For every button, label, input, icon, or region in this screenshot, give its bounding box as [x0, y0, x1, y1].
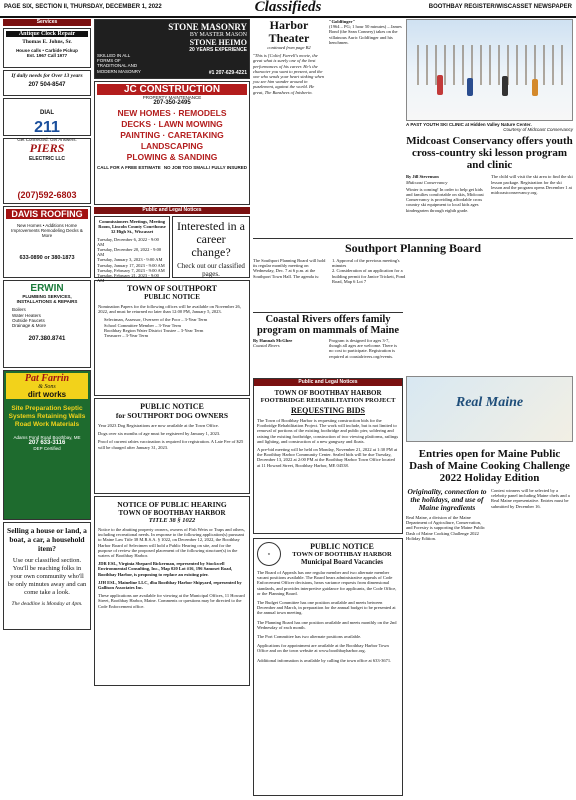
jc-name: JC CONSTRUCTION	[97, 84, 247, 95]
goldfinger-title: "Goldfinger"	[329, 19, 355, 24]
erwin-phone: 207.380.8741	[28, 336, 66, 343]
antique-line1: House calls • Carbide Pickup	[16, 48, 78, 53]
stone-phone: #1 207-629-4221	[208, 69, 247, 76]
pat-line: Site Preparation Septic Systems Retaining Walls Road Work Materials	[8, 405, 86, 428]
vacancies-body3: The Planning Board has one position available and meets monthly on the 2nd Wednesday of each month.	[257, 619, 397, 630]
dogs-body: Year 2023 Dog Registrations are now available at the Town Office.	[98, 423, 219, 428]
jc-service: PAINTING · CARETAKING	[120, 130, 224, 141]
antique-name: Thomas E. Johns, Sr.	[22, 39, 72, 45]
footbridge-bids-notice	[253, 378, 403, 534]
office-item: Selectman, Assessor, Overseer of the Poor – 3-Year Term	[104, 317, 208, 323]
footbridge-sub2: REQUESTING BIDS	[290, 406, 366, 415]
commissioners-title: Commissioners Meetings, Meeting Room, Lincoln County Courthouse 32 High St., Wiscasset	[98, 219, 166, 235]
page-header	[0, 0, 576, 18]
public-hearing-notice	[94, 496, 250, 686]
vacancies-body2: The Budget Committee has one position available and meets between December and March, in preparation for the annual budget to be presented at the annual town meeting.	[257, 600, 396, 616]
southport-public-notice	[94, 280, 250, 396]
services-column	[3, 19, 91, 630]
dogs-title: PUBLIC NOTICE	[140, 402, 204, 411]
jc-service: DECKS · LAWN MOWING	[121, 119, 223, 130]
vacancies-body5: Applications for appointment are available at the Boothbay Harbor Town Office and on the town website at www.boothbayharbor.org.	[257, 643, 389, 654]
vacancies-body6: Additional information is available by calling the town office at 633-3671.	[257, 657, 392, 663]
vacancies-sub: TOWN OF BOOTHBAY HARBOR	[292, 551, 392, 558]
dial-label: DIAL	[40, 110, 54, 116]
hearing-law: TITLE 38 § 1022	[148, 517, 196, 524]
pat-farrin-ad	[3, 370, 91, 520]
coastal-rivers-article	[253, 312, 403, 375]
piers-brand: PIERS	[29, 141, 65, 155]
real-maine-lead: Originality, connection to the holidays, and use of Maine ingredients	[407, 487, 487, 512]
dogs-body3: Proof of current rabies vaccination is required for registration. A Late Fee of $25 will be charged after January 31, 2023.	[98, 439, 244, 450]
jc-service: NEW HOMES · REMODELS	[117, 108, 227, 119]
stone-skill: SKILLED IN ALL FORMS OF TRADITIONAL AND MODERN MASONRY	[97, 53, 141, 74]
davis-line: New Homes • Additions Home Improvements Remodeling Decks & More	[11, 223, 83, 239]
vacancies-title: PUBLIC NOTICE	[310, 542, 374, 551]
jc-construction-ad	[94, 81, 250, 205]
stone-title: STONE MASONRY	[168, 22, 247, 32]
dogs-sub: for SOUTHPORT DOG OWNERS	[115, 411, 229, 420]
local-ad	[3, 70, 91, 96]
piers-electric-ad	[3, 138, 91, 204]
southport-notice-sub: PUBLIC NOTICE	[144, 293, 200, 301]
jc-free: CALL FOR A FREE ESTIMATE	[97, 165, 161, 171]
meeting-date: Tuesday, December 6, 2022 - 9:00 AM	[97, 236, 159, 247]
goldfinger-body: (1964 – PG; 1 hour 50 minutes) – James Bond (the Sean Connery) takes on the villainous Auric Goldfinger and his henchmen.	[329, 24, 402, 45]
erwin-item: Water Heaters	[12, 312, 41, 318]
dial-number: 211	[34, 119, 60, 136]
coastal-byline: By Hannah McGhee	[253, 338, 293, 343]
pat-dirt: dirt works	[6, 390, 88, 399]
page-info-left: PAGE SIX, SECTION II, THURSDAY, DECEMBER 1, 2022	[4, 4, 162, 10]
southport-offices	[98, 317, 246, 338]
dog-owners-notice	[94, 398, 250, 494]
planning-board-article	[253, 238, 573, 311]
harbor-title: Harbor Theater	[268, 18, 310, 45]
jc-service: LANDSCAPING	[140, 141, 204, 152]
commissioners-dates	[97, 237, 167, 284]
real-maine-logo: Real Maine	[455, 395, 524, 410]
jc-phone: 207-350-2495	[153, 100, 191, 107]
office-item: School Committee Member – 3-Year Term	[104, 322, 182, 328]
pat-dep: DEP Certified	[33, 446, 61, 452]
antique-title: Antique Clock Repair	[6, 31, 88, 37]
antique-line2: Est. 1967 Call 1977	[26, 53, 68, 59]
antique-clock-ad	[3, 28, 91, 68]
dogs-body2: Dogs over six months of age must be registered by January 1, 2023.	[98, 431, 221, 437]
hearing-sub: TOWN OF BOOTHBAY HARBOR	[118, 509, 226, 517]
meeting-date: Tuesday, February 21, 2023 - 9:00 AM	[97, 273, 159, 284]
pat-name: Pat Farrin	[6, 373, 88, 384]
selling-ad	[3, 522, 91, 630]
erwin-item: Outside Faucets	[12, 317, 45, 323]
midcoast-body: Winter is coming! In order to help get kids and families comfortable on skis, Midcoast Conservancy is providing affordable cross country ski equipment to local kids ages kindergarten through eighth grade.	[406, 186, 484, 213]
vacancies-sub2: Municipal Board Vacancies	[300, 558, 384, 566]
coastal-org: Coastal Rivers	[253, 343, 280, 349]
real-maine-body2: Contest winners will be selected by a celebrity panel including Maine chefs and a Real Maine representative. Entries must be submitted by December 16.	[491, 488, 570, 509]
services-band: Services	[3, 19, 91, 26]
midcoast-body2: The child will visit the ski area to find the ski lesson package. Registration for the ski lesson and the program opens December 1 at midcoastconservancy.org.	[491, 174, 573, 196]
office-item: Treasurer – 3-Year Term	[104, 333, 149, 339]
dial-sub: Get Connected. Get Answers.	[17, 137, 77, 142]
hearing-body2: These applications are available for viewing at the Municipal Offices, 11 Howard Street, Boothbay Harbor, Maine. Comments or questions may be directed to the Code Enforcement office.	[98, 593, 245, 609]
erwin-item: Boilers	[12, 307, 26, 313]
coastal-title: Coastal Rivers offers family program on mammals of Maine	[256, 314, 400, 336]
real-maine-article	[406, 376, 573, 796]
public-band: Public and Legal Notices	[94, 207, 250, 214]
stone-years: 20 YEARS EXPERIENCE	[189, 47, 247, 53]
selling-deadline: The deadline is Monday at 4pm.	[11, 601, 83, 607]
erwin-items	[6, 307, 88, 328]
planning-item1: 1. Approval of the previous meeting's minutes	[332, 258, 400, 269]
erwin-plumbing-ad	[3, 280, 91, 368]
local-line: If daily needs for Over 13 years	[11, 73, 83, 79]
news-column	[253, 19, 403, 204]
dial-211-ad	[3, 98, 91, 142]
jc-sub: PROPERTY MAINTENANCE	[142, 95, 202, 100]
pat-phone: 207 633-3116	[28, 440, 66, 447]
davis-name: DAVIS ROOFING	[6, 209, 88, 219]
meeting-date: Tuesday, February 7, 2023 - 9:00 AM	[97, 267, 165, 273]
commissioners-notice	[94, 216, 170, 284]
harbor-sub: continued from page B2	[267, 45, 311, 50]
footbridge-body2: A pre-bid meeting will be held on Monday, November 21, 2022 at 1:30 PM at the Boothbay Harbor Community Center. Sealed bids will be due Tuesday, December 13, 2022 at 2:00 PM at the Boothbay Harbor Town Office located at 11 Howard Street, Boothbay Harbor, ME 04538.	[257, 447, 398, 468]
real-maine-title: Entries open for Maine Public Dash of Maine Cooking Challenge 2022 Holiday Edition	[409, 448, 570, 484]
hearing-item2: JJH ESL, Maineline LLC, dba Boothbay Harbor Shipyard, represented by Gallison Associates Inc.	[98, 579, 242, 591]
selling-headline: Selling a house or land, a boat, a car, a household item?	[7, 526, 87, 553]
stone-masonry-ad	[94, 19, 250, 79]
local-phone: 207 504-8547	[28, 82, 66, 88]
footbridge-body: The Town of Boothbay Harbor is requesting construction bids for the Footbridge Rehabilitation Project. The work will include, but is not limited to removal of portions of the existing footbridge and public pier, soldering and raising the existing footbridge, construction of two viewing platforms, railings and lighting, and construction of a new gangway and floats.	[257, 418, 399, 444]
board-vacancies-notice	[253, 538, 403, 796]
harbor-theater-article	[253, 19, 403, 204]
southport-notice-body: Nomination Papers for the following offices will be available on November 26, 2022, and must be returned no later than 12:00 PM, January 5, 2023.	[98, 304, 241, 315]
town-seal-icon: ★	[257, 542, 281, 566]
hearing-body: Notice to the abutting property owners, owners of Fish Weirs or Traps and others, including recreational needs. In response to the following application(s) pursuant to Maine Law Title 38 M.R.S.A. § 1022, on December 12, 2022, the Boothbay Harbor Board of Selectmen will hold a Public Hearing on site, and for the purpose of review the proposed placement of the following structure(s) in the waters of Boothbay Harbor.	[98, 527, 245, 559]
section-title: Classifieds	[254, 0, 322, 15]
publication-name: BOOTHBAY REGISTER/WISCASSET NEWSPAPER	[428, 4, 572, 10]
planning-item2: 2. Consideration of an application for a building permit for Janice Trickett, Pond Road, Map 6 Lot 7	[332, 268, 406, 284]
meeting-date: Tuesday, December 20, 2022 - 9:00 AM	[97, 247, 162, 258]
career-ad	[172, 216, 250, 278]
real-maine-banner	[406, 376, 573, 442]
photo-credit: Courtesy of Midcoast Conservancy	[503, 127, 573, 133]
coastal-body2: Program is designed for ages 3-7, though all ages are welcome. There is no cost to participate. Registration is required at coastalrivers.org/events.	[329, 338, 398, 359]
footbridge-sub: FOOTBRIDGE REHABILITATION PROJECT	[260, 397, 396, 404]
midcoast-byline: By Jill Stevenson	[406, 174, 439, 180]
photo-caption: A PAST YOUTH SKI CLINIC at Hidden Valley Nature Center.	[406, 122, 532, 127]
planning-body: The Southport Planning Board will hold its regular monthly meeting on Wednesday, Dec. 7 at 6 p.m. at the Southport Town Hall. The agenda is:	[253, 258, 326, 279]
vacancies-body: The Board of Appeals has one regular member and two alternate member vacant positions available. The Board hears administrative appeals of Code Enforcement Officer decisions, hears variance requests from dimensional standards, and provides interpretive guidance for applicants, the Code Office, or the Planning Board.	[257, 570, 397, 596]
hearing-item1: JDR ESL, Virginia Shepard Bickerman, represented by Stockwell Environmental Consulting, Inc., Map 020 Lot #16, 196 Samoset Road, Boothbay Harbor, is proposing to replace an existing pier.	[98, 561, 233, 577]
meeting-date: Tuesday, January 3, 2023 - 9:00 AM	[97, 257, 163, 263]
pat-addr: Adams Pond Road Boothbay, ME	[13, 435, 81, 440]
southport-notice-title: TOWN OF SOUTHPORT	[127, 284, 217, 293]
erwin-name: ERWIN	[30, 283, 64, 294]
pat-sub: & Sons	[6, 384, 88, 390]
stone-by: BY MASTER MASON	[189, 32, 247, 38]
davis-roofing-ad	[3, 206, 91, 278]
midcoast-title: Midcoast Conservancy offers youth cross-country ski lesson program and clinic	[406, 135, 573, 172]
midcoast-org: Midcoast Conservancy	[406, 179, 448, 185]
meeting-date: Tuesday, January 17, 2023 - 9:00 AM	[97, 262, 165, 268]
piers-phone: (207)592-6803	[17, 190, 77, 200]
office-item: Boothbay Region Water District Trustee – 3-Year Term	[104, 327, 204, 333]
selling-body: Use our classified section. You'll be reaching folks in your own community who'll be only minutes away and can come take a look.	[7, 557, 87, 596]
vacancies-body4: The Port Committee has two alternate positions available.	[257, 634, 362, 640]
career-sub: Check out our classified pages.	[177, 262, 245, 278]
ski-clinic-photo	[406, 19, 573, 121]
erwin-line: PLUMBING SERVICES, INSTALLATIONS & REPAIRS	[16, 294, 78, 305]
hearing-title: NOTICE OF PUBLIC HEARING	[117, 500, 227, 509]
planning-title: Southport Planning Board	[344, 241, 482, 255]
real-maine-body: Real Maine, a division of the Maine Department of Agriculture, Conservation, and Forestry is supporting the Maine Public Dash of Maine Cooking Challenge 2022 Holiday Edition.	[406, 515, 485, 541]
stone-name: STONE HEIMO	[189, 38, 247, 47]
footbridge-title: TOWN OF BOOTHBAY HARBOR	[274, 389, 382, 397]
davis-phone: 633-0890 or 380-1873	[19, 254, 75, 261]
harbor-quote: "This is [Colin] Farrell's movie, the great what is surely one of the best performances of his career. He's the character you want to present, and the one who sends your heart sinking when you see him wander around in puzzlement, against the world. He great, The Banshees of Inisherin.	[253, 53, 324, 95]
legal-notices-column	[94, 19, 250, 686]
jc-service: PLOWING & SANDING	[126, 152, 218, 163]
piers-sub: ELECTRIC LLC	[28, 156, 66, 162]
legal-band: Public and Legal Notices	[254, 379, 402, 386]
career-title: Interested in a career change?	[177, 219, 245, 259]
jc-small: NO JOB TOO SMALL! FULLY INSURED	[163, 165, 247, 171]
erwin-item: Drainage & More	[12, 323, 47, 329]
jc-services	[97, 108, 247, 163]
